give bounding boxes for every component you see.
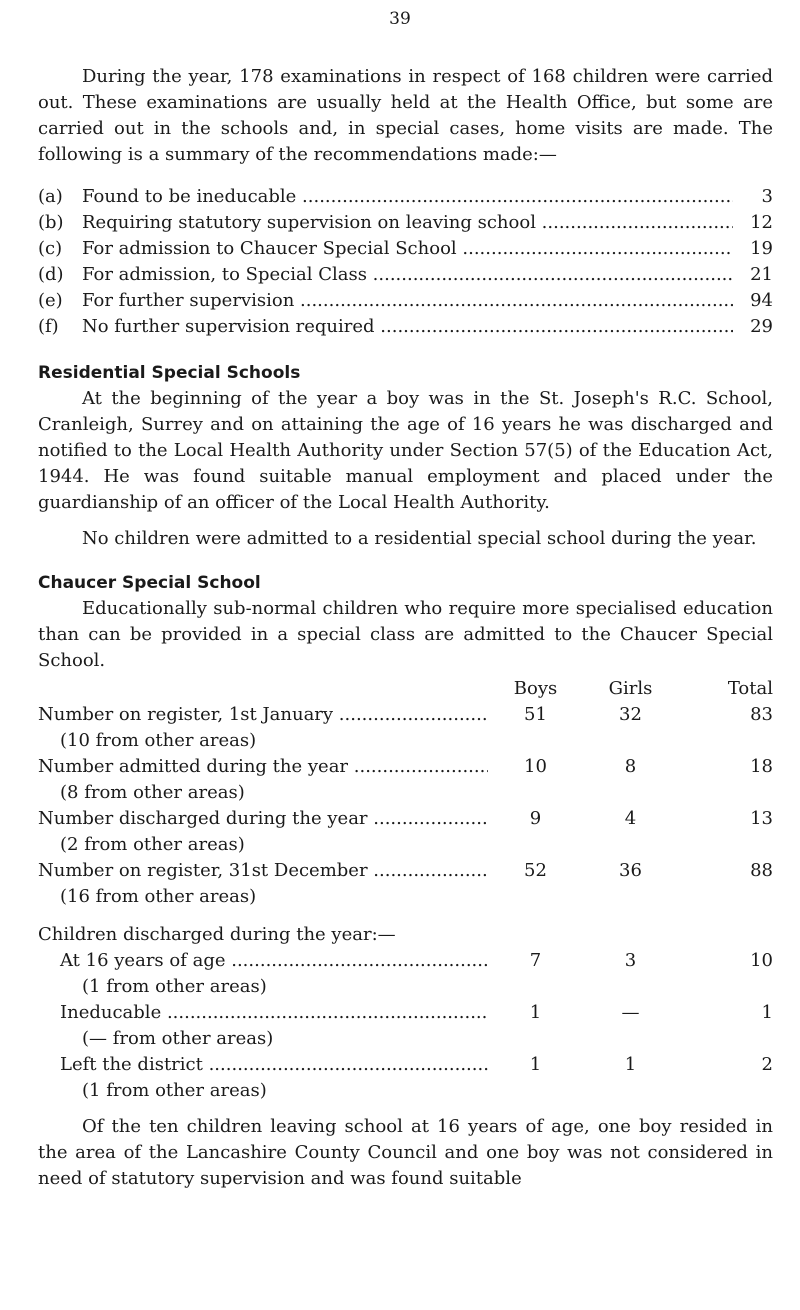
list-item [38, 184, 773, 210]
cell-total: 2 [761, 1054, 773, 1075]
item-text: Requiring statutory supervision on leaving school ..... [82, 210, 733, 236]
row-label: Left the district ..... [38, 1052, 488, 1078]
cell-boys: 9 [529, 808, 542, 829]
cell-total: 1 [761, 1002, 773, 1023]
row-label: Number admitted during the year ..... [38, 754, 488, 780]
residential-paragraph-2: No children were admitted to a residential special school during the year. [82, 528, 757, 549]
document-body [38, 64, 773, 1192]
chaucer-paragraph: Educationally sub-normal children who require more specialised education than can be provided in a special class are admitted to the Chaucer Special School. [38, 598, 773, 671]
item-value: 94 [750, 290, 773, 311]
cell-girls: — [621, 1002, 640, 1023]
cell-girls: 36 [619, 860, 642, 881]
row-label: At 16 years of age ..... [38, 948, 488, 974]
item-letter: (e) [38, 290, 63, 311]
table-row [38, 1000, 773, 1026]
page-number: 39 [389, 9, 411, 29]
chaucer-heading: Chaucer Special School [38, 573, 261, 593]
cell-boys: 1 [529, 1002, 542, 1023]
cell-girls: 8 [624, 756, 637, 777]
item-letter: (c) [38, 238, 63, 259]
table-row [38, 1052, 773, 1078]
closing-paragraph: Of the ten children leaving school at 16 years of age, one boy resided in the area of the Lancashire County Council and one boy was not considered in need of statutory supervision and was found suitable [38, 1116, 773, 1189]
column-girls: Girls [608, 678, 653, 699]
row-note: (10 from other areas) [60, 730, 257, 751]
chaucer-table [38, 676, 773, 1104]
row-label: Number on register, 31st December ..... [38, 858, 488, 884]
item-letter: (f) [38, 316, 59, 337]
cell-girls: 3 [624, 950, 637, 971]
item-value: 21 [750, 264, 773, 285]
list-item [38, 314, 773, 340]
list-item [38, 236, 773, 262]
cell-boys: 51 [524, 704, 547, 725]
item-value: 3 [761, 186, 773, 207]
cell-total: 10 [750, 950, 773, 971]
table-row [38, 754, 773, 780]
item-text: For further supervision ..... [82, 288, 733, 314]
item-letter: (a) [38, 186, 63, 207]
intro-paragraph: During the year, 178 examinations in respect of 168 children were carried out. These examinations are usually held at the Health Office, but some are carried out in the schools and, in special cases, home visits are made. The following is a summary of the recommendations made:— [38, 66, 773, 165]
row-note: (— from other areas) [82, 1028, 274, 1049]
row-note: (16 from other areas) [60, 886, 257, 907]
cell-boys: 7 [529, 950, 542, 971]
residential-heading: Residential Special Schools [38, 363, 301, 383]
row-note: (8 from other areas) [60, 782, 245, 803]
row-note: (2 from other areas) [60, 834, 245, 855]
row-label: Number on register, 1st January ..... [38, 702, 488, 728]
item-text: For admission to Chaucer Special School ..... [82, 236, 733, 262]
item-value: 12 [750, 212, 773, 233]
row-note: (1 from other areas) [82, 1080, 267, 1101]
column-boys: Boys [513, 678, 558, 699]
cell-total: 83 [750, 704, 773, 725]
cell-total: 18 [750, 756, 773, 777]
cell-girls: 1 [624, 1054, 637, 1075]
item-value: 29 [750, 316, 773, 337]
cell-boys: 10 [524, 756, 547, 777]
table-row [38, 858, 773, 884]
table-row [38, 948, 773, 974]
row-label: Number discharged during the year ..... [38, 806, 488, 832]
cell-total: 13 [750, 808, 773, 829]
cell-total: 88 [750, 860, 773, 881]
cell-girls: 32 [619, 704, 642, 725]
item-value: 19 [750, 238, 773, 259]
item-letter: (d) [38, 264, 64, 285]
row-note: (1 from other areas) [82, 976, 267, 997]
cell-boys: 52 [524, 860, 547, 881]
table-row [38, 702, 773, 728]
table-row [38, 806, 773, 832]
list-item [38, 262, 773, 288]
list-item [38, 288, 773, 314]
item-letter: (b) [38, 212, 64, 233]
table-header [38, 676, 773, 702]
list-item [38, 210, 773, 236]
discharged-heading: Children discharged during the year:— [38, 924, 396, 945]
cell-boys: 1 [529, 1054, 542, 1075]
row-label: Ineducable ..... [38, 1000, 488, 1026]
recommendations-list [38, 184, 773, 340]
column-total: Total [727, 678, 773, 699]
residential-paragraph-1: At the beginning of the year a boy was in the St. Joseph's R.C. School, Cranleigh, Surrey and on attaining the age of 16 years he was discharged and notified to the Local Health Authority under Section 57(5) of the Education Act, 1944. He was found suitable manual employment and placed under the guardianship of an officer of the Local Health Authority. [38, 388, 773, 513]
item-text: For admission, to Special Class ..... [82, 262, 733, 288]
item-text: Found to be ineducable ..... [82, 184, 733, 210]
item-text: No further supervision required ..... [82, 314, 733, 340]
cell-girls: 4 [624, 808, 637, 829]
